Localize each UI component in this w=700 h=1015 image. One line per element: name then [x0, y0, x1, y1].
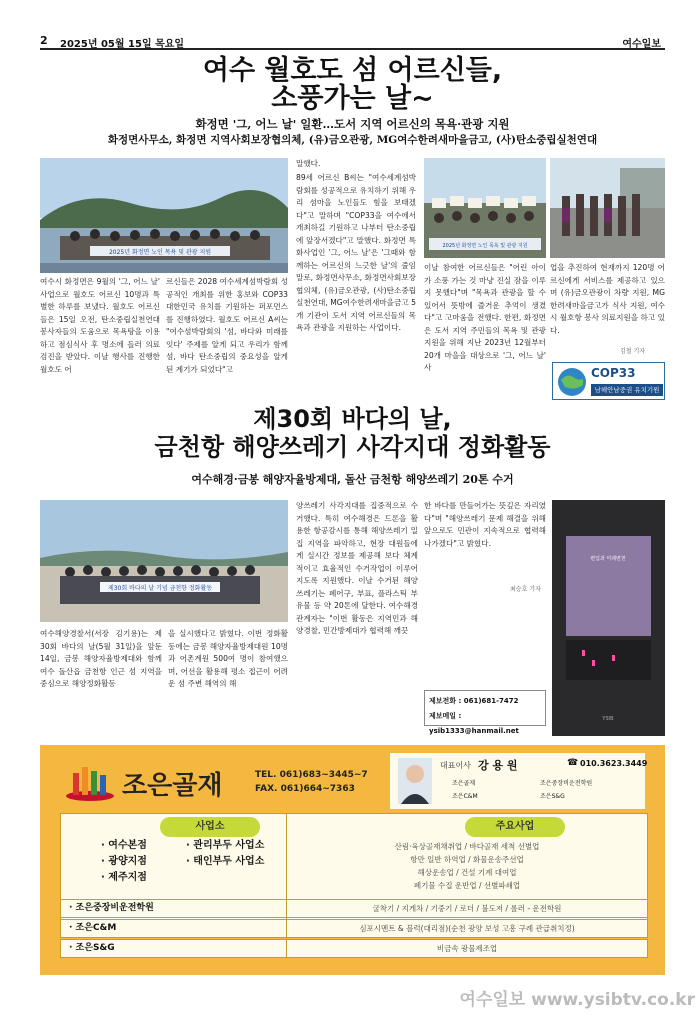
office-jeju: · 제주지점: [101, 872, 147, 883]
page-number: 2: [40, 34, 48, 47]
article1-column-3: 89세 어르신 B씨는 "여수세계섬박람회를 성공적으로 유치하기 위해 우리 섬마을 노인들도 힘을 보태겠다"고 말하며 "COP33을 여수에서 개최하길 기원하고 나부터 탄소중립에 앞장서겠다"고 말했다. 화정면 특화사업인 '그, 어느 날'은 '그때와 함께하는 어르신의 느긋한 날'의 줄임말로, 화정면사무소, 화정면사회보장협의체, (유)금오관광, (사)탄소중립실천연대, MG여수한려새마을금고 5개 기관이 도서 지역 어르신들의 목욕과 관광을 지원하는 사업이다.: [296, 173, 416, 332]
affiliate-3: 조은C&M: [452, 793, 478, 800]
company-fax: FAX. 061)664~7363: [255, 784, 355, 794]
article2-column-2: 을 실시했다고 밝혔다. 이번 정화활동에는 금봉 해양자율방제대원 10명과 어촌계원 500여 명이 참여했으며, 어선을 활용해 평소 접근이 어려운 섬 주변 해역의 해: [168, 629, 288, 688]
phone-icon: ☎: [567, 758, 579, 768]
article1-column-1: 여수시 화정면은 9월의 '그, 어느 날' 사업으로 월호도 어르신 10명과 특별한 하루를 보냈다. 월호도 어르신들은 15일 오전, 탄소중립실천연대 봉사자들의 도움으로 목욕탕을 이용하고 점심식사 후 명소에 들러 의료검진을 받았다. 이날 행사를 진행한 월호도 어: [40, 277, 160, 374]
office-gwangyang: · 광양지점: [101, 856, 147, 867]
ceo-card: [390, 753, 648, 809]
article1-column-5: 업을 추진하여 현재까지 120명 어르신에게 서비스를 제공하고 있으며 (유)금오관광이 차량 지원, MG한려새마을금고가 식사 지원, 여수시 월호항 봉사 의료지원을 하고 있다.: [550, 263, 665, 335]
article2-column-1: 여수해양경찰서(서장 김기용)는 제30회 바다의 날(5월 31일)을 앞둔 14일, 금봉 해양자율방제대와 함께 여수 돌산읍 금천항 인근 섬 지역을 중심으로 해양정화활동: [40, 629, 162, 688]
cop33-subtitle: 남해안남중권 유치기원: [591, 384, 663, 396]
article1-column-4: 이날 참여한 어르신들은 "어린 아이가 소풍 가는 것 마냥 진실 잠을 이루지 못했다"며 "목욕과 관광을 할 수 있어서 뜻밖에 즐거운 추억이 생겼다"고 고마움을 전했다. 한편, 화정면은 도서 지역 주민들의 목욕 및 관광 지원을 위해 지난 2023년 12월부터 20개 마을을 대상으로 '그, 어느 날' 사: [424, 263, 546, 372]
book-title-text: 편입과 미래변천: [590, 556, 626, 562]
row-school-desc: 굴착기 / 지게차 / 기중기 / 로더 / 불도저 / 롤러 - 운전학원: [286, 900, 647, 917]
row-sng-desc: 비금속 광물제조업: [286, 940, 647, 957]
book-label-text: YSIB: [602, 716, 614, 722]
ad-row-sng: [60, 939, 648, 958]
article2-column-3: 양쓰레기 사각지대를 집중적으로 수거했다. 특히 여수해경은 드론을 활용한 항공감시를 통해 해양쓰레기 밀집 지역을 파악하고, 현장 대원들에게 실시간 정보를 제공해 보다 체계적이고 효율적인 수거작업이 이루어지도록 지원했다. 이날 수거된 해양쓰레기는 폐어구, 부표, 플라스틱 부유물 등 약 20톤에 달한다. 여수해경 관계자는 "이번 활동은 지역민과 해양경찰, 민간방제대가 협력해 깨끗: [296, 501, 418, 635]
office-gwanri: · 관리부두 사업소: [186, 840, 265, 851]
business-list: [287, 840, 647, 892]
ceo-photo: [398, 758, 432, 804]
ceo-name: 강 용 원: [478, 759, 518, 772]
affiliate-2: 조은중장비운전학원: [540, 780, 593, 787]
cop33-title: COP33: [591, 366, 636, 380]
office-yeosu: · 여수본점: [101, 840, 147, 851]
company-tel: TEL. 061)683~3445~7: [255, 770, 368, 780]
photo-article2-banner-text: 제30회 바다의 날 기념 금천항 정화활동: [107, 585, 213, 592]
article1-headline-line1: 여수 월호도 섬 어르신들,: [202, 55, 503, 86]
group-photo-cleanup: [40, 500, 288, 622]
article1-photo-2: [424, 158, 546, 258]
article2-subheadline: 여수해경·금봉 해양자율방제대, 돌산 금천항 해양쓰레기 20톤 수거: [191, 473, 514, 486]
office-list-col2: [186, 838, 264, 870]
photo1-banner-text: 2025년 화정면 노인 목욕 및 관광 지원: [108, 249, 212, 256]
business-line-1: 산림·육상골재채취업 / 바다골재 세척 선별업: [394, 842, 540, 851]
issue-date: 2025년 05월 15일 목요일: [60, 39, 185, 50]
article2-byline: 최승호 기자: [510, 586, 541, 593]
article1-headline-line2: 소풍가는 날~: [271, 83, 434, 115]
article1-sub-line2: 화정면사무소, 화정면 지역사회보장협의체, (유)금오관광, MG여수한려새마을금고, (사)탄소중립실천연대: [107, 133, 598, 146]
ceo-phone: 010.3623.3449: [580, 759, 648, 768]
article2-headline-line2: 금천항 해양쓰레기 사각지대 정화활동: [154, 432, 551, 461]
advertisement-banner: [40, 745, 665, 975]
tip-phone: 제보전화 : 061)681-7472: [429, 697, 519, 705]
cop33-badge: [552, 362, 665, 400]
book-cover-image: [552, 500, 665, 736]
row-cnm-desc: 심포시멘트 & 블럭(대리점)(순천 광양 보성 고흥 구례 관급취치정): [286, 920, 647, 937]
article2-photo: [40, 500, 288, 622]
row-sng-name: · 조은S&G: [69, 943, 115, 953]
article2-headline: [40, 406, 665, 461]
logo-icon: [65, 763, 115, 803]
office-list-col1: [101, 838, 147, 886]
article1-headline: [60, 57, 645, 114]
group-photo-street: [550, 158, 665, 258]
article1-byline: 김철 기자: [620, 348, 646, 355]
tip-contact-box: [424, 690, 546, 735]
row-cnm-name: · 조은C&M: [69, 923, 117, 933]
affiliate-4: 조은S&G: [540, 793, 565, 800]
ceo-label: 대표이사: [440, 761, 471, 770]
business-line-2: 항만 일반 하역업 / 화물운송주선업: [410, 855, 524, 864]
affiliate-1: 조은골재: [452, 780, 476, 787]
article1-photo-3: [550, 158, 665, 258]
page-header: [40, 34, 665, 50]
publisher-name: 여수일보: [622, 39, 661, 50]
article2-column-4: 한 바다를 만들어가는 뜻깊은 자리였다"며 "해양쓰레기 문제 해결을 위해 앞으로도 민관이 지속적으로 협력해 나가겠다"고 밝혔다.: [424, 501, 546, 548]
article1-subheadline: [40, 117, 665, 147]
group-photo-harbor: [40, 158, 288, 273]
tip-email: 제보메일 : ysib1333@hanmail.net: [429, 712, 519, 735]
photo2-banner-text: 2025년 화정면 노인 목욕 및 관광 지원: [442, 243, 528, 249]
footer-watermark: 여수일보 www.ysibtv.co.kr: [459, 990, 695, 1010]
company-logo-text: 조은골재: [122, 771, 223, 801]
ad-row-school: [60, 899, 648, 918]
article2-book-photo: [552, 500, 665, 736]
article1-column-3a: 말했다.: [296, 159, 321, 168]
article1-sub-line1: 화정면 '그, 어느 날' 일환…도서 지역 어르신의 목욕·관광 지원: [195, 117, 510, 131]
business-line-3: 해상운송업 / 건설 기계 대여업: [417, 868, 517, 877]
business-tag: 주요사업: [465, 817, 565, 837]
article1-column-2: 르신들은 2028 여수세계섬박람회 성공적인 개최를 위한 홍보와 COP33 대한민국 유치를 기원하는 퍼포먼스를 진행하였다. 월호도 어르신 A씨는 "여수섬박람회의 '섬, 바다와 미래를 잇다' 주제를 알게 되고 우리가 함께 섬, 바다 탄소중립의 중요성을 알게 된 계기가 되었다"고: [166, 277, 288, 374]
ad-row-cnm: [60, 919, 648, 938]
offices-tag: 사업소: [160, 817, 260, 837]
globe-icon: [555, 365, 589, 399]
group-photo-placards: [424, 158, 546, 258]
office-taein: · 태인부두 사업소: [186, 856, 265, 867]
article1-photo-1: [40, 158, 288, 273]
row-school-name: · 조은중장비운전학원: [69, 903, 154, 913]
business-line-4: 폐기물 수집 운반업 / 선별파쇄업: [413, 881, 521, 890]
article2-headline-line1: 제30회 바다의 날,: [253, 405, 452, 433]
